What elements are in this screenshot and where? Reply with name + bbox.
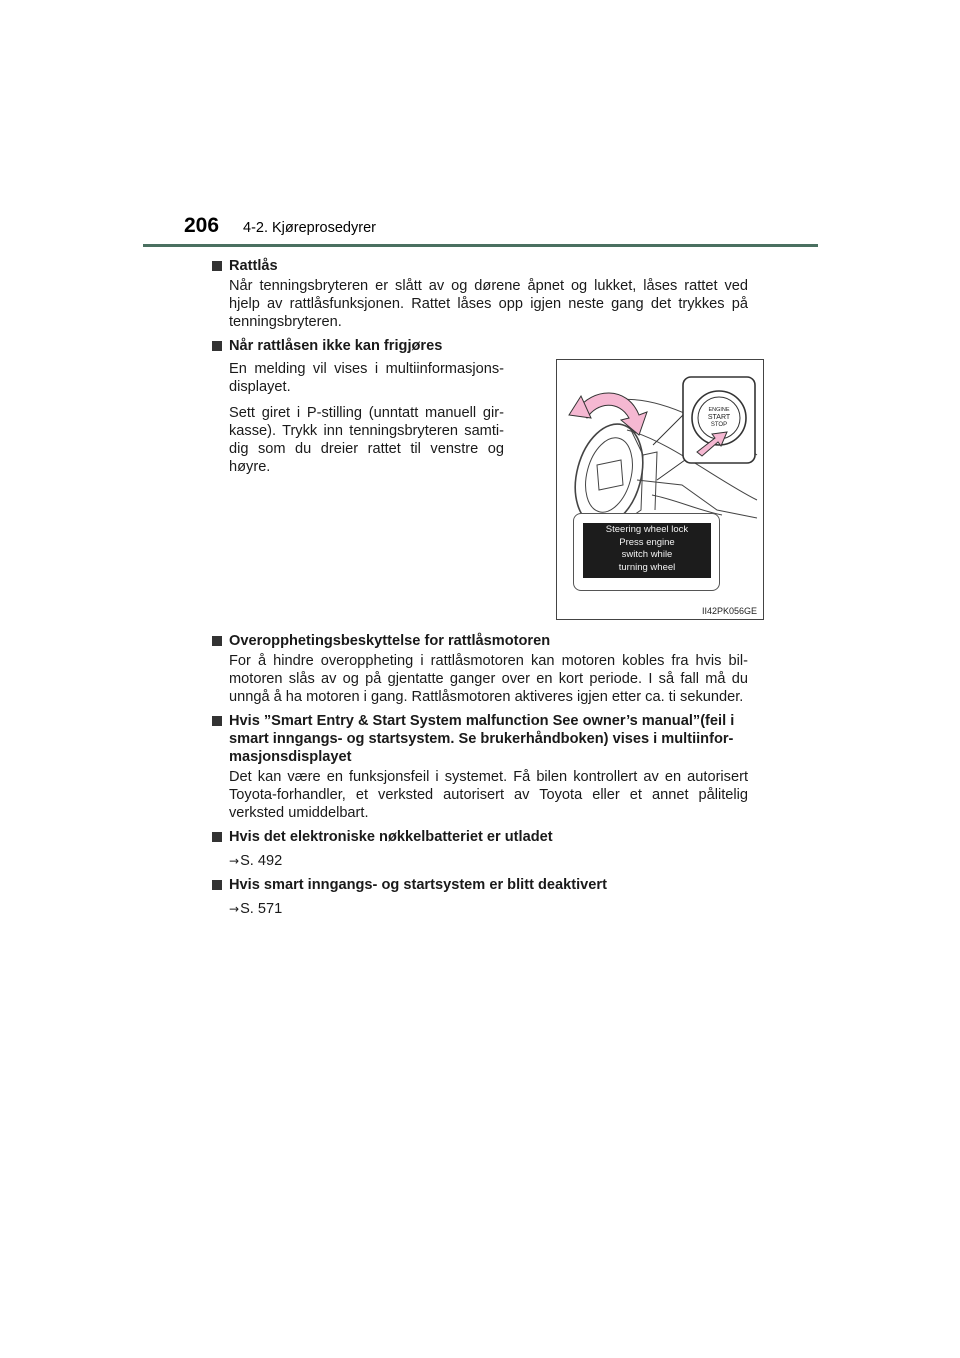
section-malfunction	[212, 712, 748, 822]
button-label-stop: STOP	[710, 422, 728, 428]
square-bullet-icon	[212, 832, 222, 842]
multi-info-display	[573, 513, 720, 591]
section-heading: Hvis smart inngangs- og startsystem er blitt deaktivert	[212, 876, 748, 894]
steering-lock-illustration	[556, 359, 764, 620]
section-title: 4-2. Kjøreprosedyrer	[243, 220, 376, 236]
button-label-start: START	[707, 414, 731, 421]
section-rattlas	[212, 257, 748, 331]
section-heading: Overopphetingsbeskyttelse for rattlåsmotoren	[212, 632, 748, 650]
section-body: Når tenningsbryteren er slått av og dørene åpnet og lukket, låses rattet ved hjelp av rattlåsfunksjonen. Rattet låses opp igjen neste gang det trykkes på tenningsbryteren.	[229, 278, 748, 330]
page-reference[interactable]: →S. 492	[229, 853, 283, 869]
section-nokkelbatteri	[212, 828, 748, 870]
square-bullet-icon	[212, 636, 222, 646]
button-label-engine: ENGINE	[708, 407, 730, 413]
page-reference[interactable]: →S. 571	[229, 901, 283, 917]
paragraph: En melding vil vises i multiinformasjons-displayet.	[229, 361, 504, 395]
arrow-right-icon: →	[229, 902, 240, 916]
display-message: Steering wheel lock Press engine switch while turning wheel	[583, 523, 711, 578]
square-bullet-icon	[212, 341, 222, 351]
figure-code: II42PK056GE	[701, 606, 757, 616]
section-body	[212, 360, 504, 620]
section-heading: Når rattlåsen ikke kan frigjøres	[212, 337, 748, 355]
square-bullet-icon	[212, 880, 222, 890]
page-header	[0, 0, 960, 250]
section-body: Det kan være en funksjonsfeil i systemet. Få bilen kontrollert av en autorisert Toyota-forhandler, et verksted autorisert av Toyota eller et annet pålitelig verksted umiddelbart.	[229, 769, 748, 821]
section-deaktivert	[212, 876, 748, 918]
arrow-right-icon: →	[229, 854, 240, 868]
section-heading: Hvis det elektroniske nøkkelbatteriet er utladet	[212, 828, 748, 846]
page-number: 206	[184, 214, 220, 237]
section-heading: Rattlås	[212, 257, 748, 275]
paragraph: Sett giret i P-stilling (unntatt manuell gir-kasse). Trykk inn tenningsbryteren samti-dig som du dreier rattet til venstre og høyre.	[229, 405, 504, 475]
square-bullet-icon	[212, 716, 222, 726]
section-overoppheting	[212, 632, 748, 706]
section-body: For å hindre overoppheting i rattlåsmotoren kan motoren kobles fra hvis bil-motoren slås av og på gjentatte ganger over en kort periode. I så fall må du unngå å ha motoren i gang. Rattlåsmotoren aktiveres igjen etter ca. ti sekunder.	[229, 653, 748, 705]
section-rattlas-frigjores	[212, 337, 757, 620]
section-heading: Hvis ”Smart Entry & Start System malfunction See owner’s manual”(feil i smart inngangs- og startsystem. Se brukerhåndboken) vises i multiinfor-masjonsdisplayet	[212, 712, 748, 766]
header-divider	[143, 244, 818, 247]
square-bullet-icon	[212, 261, 222, 271]
page-content	[212, 257, 757, 924]
